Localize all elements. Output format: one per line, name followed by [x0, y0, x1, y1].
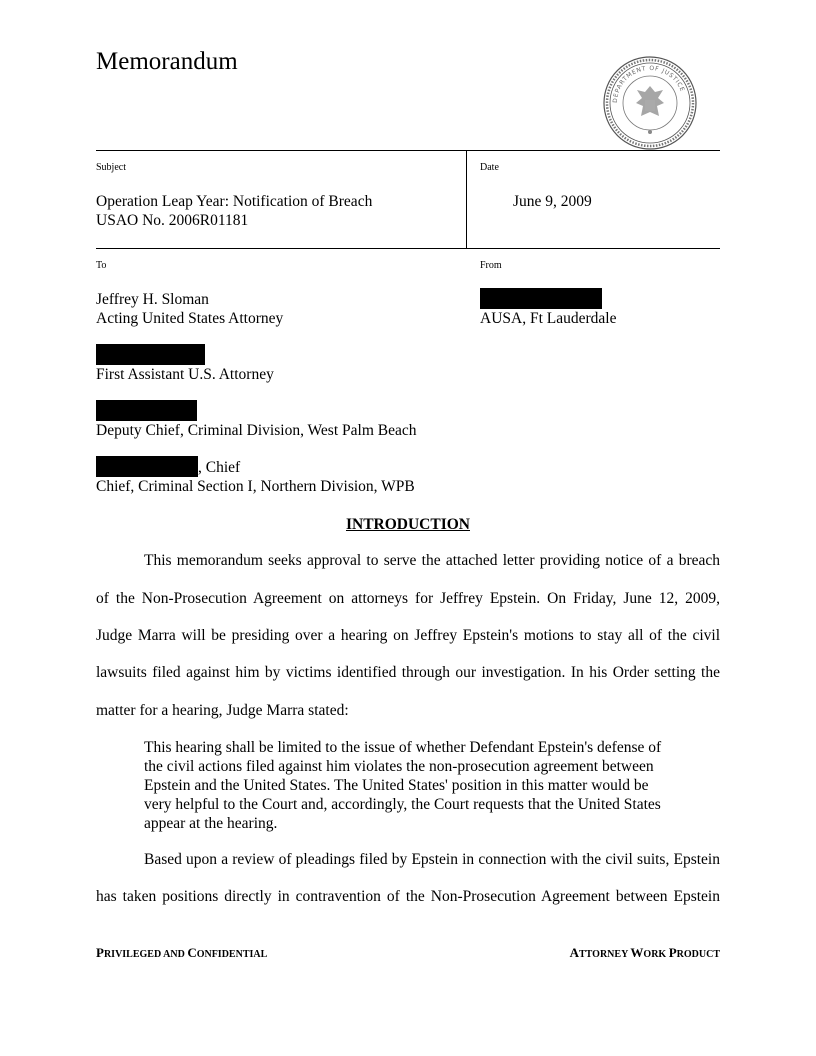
quote-line: This hearing shall be limited to the issue of whether Defendant Epstein's defense of — [144, 739, 662, 756]
redaction-box — [480, 288, 602, 309]
recipient-name-suffix: , Chief — [198, 459, 241, 476]
sender-title: AUSA, Ft Lauderdale — [480, 310, 617, 327]
subject-date-divider — [466, 150, 467, 249]
recipient-title: Deputy Chief, Criminal Division, West Palm Beach — [96, 422, 417, 439]
redaction-box — [96, 456, 198, 477]
recipient-title: Acting United States Attorney — [96, 310, 284, 327]
recipient-title: First Assistant U.S. Attorney — [96, 366, 274, 383]
quote-line: the civil actions filed against him violates the non-prosecution agreement between — [144, 758, 654, 775]
quote-line: Epstein and the United States. The United States' position in this matter would be — [144, 777, 649, 794]
subject-line-1: Operation Leap Year: Notification of Breach — [96, 193, 373, 210]
date-label: Date — [480, 162, 499, 173]
doj-seal-icon — [603, 56, 697, 150]
quote-line: very helpful to the Court and, accordingly, the Court requests that the United States — [144, 796, 661, 813]
header-top-rule — [96, 150, 720, 151]
redaction-box — [96, 344, 205, 365]
paragraph-line: lawsuits filed against him by victims identified through our investigation. In his Order setting the — [96, 664, 720, 681]
memo-title: Memorandum — [96, 48, 238, 75]
quote-line: appear at the hearing. — [144, 815, 278, 832]
to-label: To — [96, 260, 107, 271]
paragraph-line: of the Non-Prosecution Agreement on attorneys for Jeffrey Epstein. On Friday, June 12, 2009, — [96, 590, 720, 607]
paragraph-line: This memorandum seeks approval to serve the attached letter providing notice of a breach — [144, 552, 720, 569]
paragraph-line: has taken positions directly in contravention of the Non-Prosecution Agreement between Epstein — [96, 888, 720, 905]
redaction-box — [96, 400, 197, 421]
recipient-name: Jeffrey H. Sloman — [96, 291, 209, 308]
subject-label: Subject — [96, 162, 126, 173]
footer-work-product: ATTORNEY WORK PRODUCT — [569, 945, 720, 960]
paragraph-line: Judge Marra will be presiding over a hearing on Jeffrey Epstein's motions to stay all of the civil — [96, 627, 720, 644]
footer-privileged: PRIVILEGED AND CONFIDENTIAL — [96, 945, 268, 960]
seal-text: DEPARTMENT OF JUSTICE — [611, 64, 686, 104]
paragraph-line: matter for a hearing, Judge Marra stated: — [96, 702, 349, 719]
introduction-heading: INTRODUCTION — [345, 516, 470, 533]
date-value: June 9, 2009 — [513, 193, 592, 210]
from-label: From — [480, 260, 502, 271]
paragraph-line: Based upon a review of pleadings filed by Epstein in connection with the civil suits, Epstein — [144, 851, 720, 868]
subject-line-2: USAO No. 2006R01181 — [96, 212, 249, 229]
header-bottom-rule — [96, 248, 720, 249]
recipient-title: Chief, Criminal Section I, Northern Division, WPB — [96, 478, 415, 495]
